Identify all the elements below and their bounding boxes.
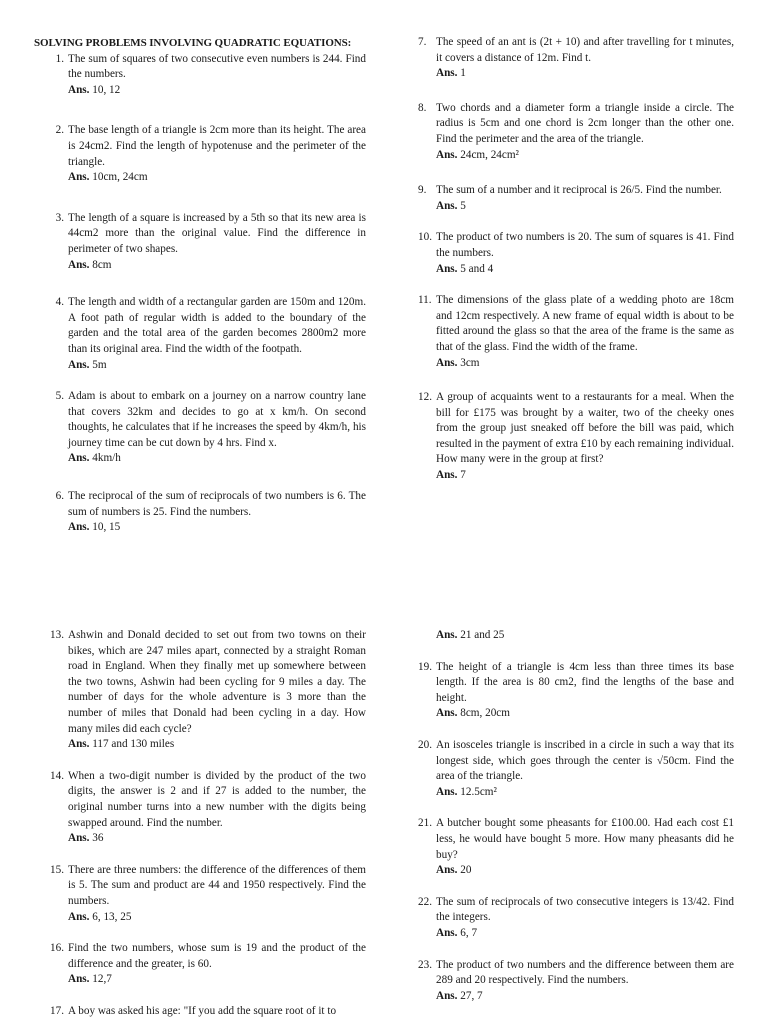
answer-line xyxy=(436,706,734,722)
problem-body xyxy=(436,738,734,800)
problem-number: 4. xyxy=(55,296,64,309)
problem-number: 5. xyxy=(55,390,64,403)
answer-label: Ans. xyxy=(436,356,458,369)
answer-label: Ans. xyxy=(436,469,458,482)
problem-text: A butcher bought some pheasants for £100.00. Had each cost £1 less, he would have bought 5 more. How many pheasants did he buy? xyxy=(436,817,734,861)
answer-label: Ans. xyxy=(68,910,90,923)
answer-label: Ans. xyxy=(436,67,458,80)
problem-item xyxy=(34,295,366,373)
column-bottom-right xyxy=(418,628,734,1004)
answer-label: Ans. xyxy=(436,864,458,877)
answer-value: 8cm, 20cm xyxy=(460,707,510,720)
answer-line xyxy=(436,356,734,372)
answer-value: 24cm, 24cm² xyxy=(460,148,519,161)
answer-value: 5m xyxy=(92,358,107,371)
problem-item xyxy=(34,211,366,273)
problem-text: A boy was asked his age: "If you add the square root of it to xyxy=(68,1004,337,1017)
problem-body xyxy=(68,628,366,753)
problem-item xyxy=(418,35,734,82)
problem-text: The sum of squares of two consecutive even numbers is 244. Find the numbers. xyxy=(68,52,366,81)
answer-label: Ans. xyxy=(68,258,90,271)
answer-value: 8cm xyxy=(92,258,112,271)
answer-line xyxy=(68,831,366,847)
problem-text: Find the two numbers, whose sum is 19 and the product of the difference and the greater, is 60. xyxy=(68,942,366,970)
answer-line xyxy=(436,199,734,215)
problem-item xyxy=(418,816,734,878)
problem-number: 22. xyxy=(418,895,432,908)
answer-value: 27, 7 xyxy=(460,989,483,1002)
problem-item xyxy=(418,183,734,214)
problem-number: 23. xyxy=(418,958,432,971)
problem-item xyxy=(50,863,366,925)
problem-number: 8. xyxy=(418,101,427,114)
problem-text: The dimensions of the glass plate of a wedding photo are 18cm and 12cm respectively. A new frame of equal width is about to be fitted around the glass so that the area of the frame is the same as that of the glass. Find the width of the frame. xyxy=(436,294,734,353)
problem-body xyxy=(68,211,366,273)
problem-number: 1. xyxy=(55,52,64,65)
answer-label: Ans. xyxy=(436,926,458,939)
problem-body xyxy=(68,123,366,185)
problem-body xyxy=(68,1004,366,1020)
problem-body xyxy=(436,816,734,878)
problem-item xyxy=(418,101,734,163)
answer-label: Ans. xyxy=(436,199,458,212)
problem-body xyxy=(436,958,734,1005)
problem-number: 20. xyxy=(418,738,432,751)
answer-value: 10, 12 xyxy=(92,83,121,96)
answer-label: Ans. xyxy=(68,452,90,465)
problem-number: 21. xyxy=(418,817,432,830)
answer-label: Ans. xyxy=(68,521,90,534)
problem-body xyxy=(436,895,734,942)
answer-label: Ans. xyxy=(68,832,90,845)
answer-label: Ans. xyxy=(436,262,458,275)
problem-item xyxy=(418,895,734,942)
problem-text: The length and width of a rectangular garden are 150m and 120m. A foot path of regular width is added to the boundary of the garden and the total area of the garden becomes 2800m2 more than its original area. Find the width of the footpath. xyxy=(68,296,366,355)
answer-value: 4km/h xyxy=(92,452,121,465)
problem-item xyxy=(418,293,734,371)
problem-item xyxy=(50,628,366,753)
problem-body xyxy=(68,769,366,847)
problem-body xyxy=(436,35,734,82)
problem-item xyxy=(50,1004,366,1020)
problem-body xyxy=(68,941,366,988)
problem-number: 14. xyxy=(50,769,64,782)
answer-line xyxy=(68,358,366,374)
problem-text: The base length of a triangle is 2cm more than its height. The area is 24cm2. Find the length of hypotenuse and the perimeter of the triangle. xyxy=(68,124,366,168)
answer-value: 117 and 130 miles xyxy=(92,738,175,751)
answer-line xyxy=(68,910,366,926)
problem-item xyxy=(418,390,734,484)
answer-value: 12,7 xyxy=(92,973,112,986)
answer-value: 1 xyxy=(460,67,466,80)
problem-text: An isosceles triangle is inscribed in a circle in such a way that its longest side, which goes through the center is √50cm. Find the area of the triangle. xyxy=(436,738,734,783)
problem-text: The sum of reciprocals of two consecutive integers is 13/42. Find the integers. xyxy=(436,895,734,924)
column-top-left xyxy=(34,36,366,536)
problem-text: When a two-digit number is divided by the product of the two digits, the answer is 2 and if 27 is added to the number, the original number turns into a new number with the digits being swapped around. Find the number. xyxy=(68,769,366,829)
problem-text: The length of a square is increased by a 5th so that its new area is 44cm2 more than the original value. Find the difference in perimeter of two shapes. xyxy=(68,211,366,255)
answer-line xyxy=(68,170,366,186)
answer-label: Ans. xyxy=(68,738,90,751)
answer-label: Ans. xyxy=(436,785,458,798)
problem-number: 16. xyxy=(50,942,64,955)
answer-line xyxy=(436,989,734,1005)
answer-line xyxy=(68,972,366,988)
problem-body xyxy=(436,628,734,644)
answer-value: 5 xyxy=(460,199,466,212)
answer-value: 10cm, 24cm xyxy=(92,171,148,184)
problem-item xyxy=(34,489,366,536)
problem-body xyxy=(68,52,366,99)
problem-item xyxy=(50,941,366,988)
problem-body xyxy=(436,230,734,277)
problem-item xyxy=(418,738,734,800)
answer-value: 6, 13, 25 xyxy=(92,910,132,923)
answer-value: 12.5cm² xyxy=(460,785,497,798)
problem-text: A group of acquaints went to a restaurants for a meal. When the bill for £175 was brought by a waiter, two of the cheeky ones from the group just sneaked off before the bill was paid, which resulted in the payment of extra £10 by each remaining individual. How many were in the group at first? xyxy=(436,391,734,466)
problem-body xyxy=(68,489,366,536)
answer-line xyxy=(436,863,734,879)
problem-text: The height of a triangle is 4cm less than three times its base length. If the area is 80 cm2, find the lengths of the base and height. xyxy=(436,660,734,704)
problem-body xyxy=(68,295,366,373)
answer-label: Ans. xyxy=(68,358,90,371)
problem-number: 15. xyxy=(50,863,64,876)
answer-label: Ans. xyxy=(436,707,458,720)
problem-text: Two chords and a diameter form a triangle inside a circle. The radius is 5cm and one chord is 2cm longer than the other one. Find the perimeter and the area of the triangle. xyxy=(436,101,734,145)
answer-value: 3cm xyxy=(460,356,480,369)
problem-number: 3. xyxy=(55,211,64,224)
answer-value: 5 and 4 xyxy=(460,262,494,275)
answer-label: Ans. xyxy=(436,989,458,1002)
problem-number: 6. xyxy=(55,490,64,503)
answer-label: Ans. xyxy=(68,171,90,184)
problem-item xyxy=(50,769,366,847)
problem-body xyxy=(68,389,366,467)
answer-line xyxy=(436,926,734,942)
problem-body xyxy=(68,863,366,925)
problem-number: 10. xyxy=(418,231,432,244)
answer-line xyxy=(436,262,734,278)
answer-label: Ans. xyxy=(436,629,458,641)
problem-number xyxy=(418,628,436,644)
problem-text: The product of two numbers is 20. The sum of squares is 41. Find the numbers. xyxy=(436,231,734,259)
answer-line xyxy=(68,520,366,536)
answer-value: 7 xyxy=(460,469,466,482)
column-bottom-left xyxy=(50,628,366,1019)
problem-body xyxy=(436,390,734,484)
answer-value: 20 xyxy=(460,864,472,877)
problem-body xyxy=(436,183,734,214)
problem-item xyxy=(418,230,734,277)
answer-line xyxy=(436,785,734,801)
problem-text: The sum of a number and it reciprocal is 26/5. Find the number. xyxy=(436,184,722,197)
problem-item xyxy=(418,628,734,644)
answer-line xyxy=(436,628,734,644)
column-top-right xyxy=(418,35,734,484)
answer-line xyxy=(68,737,366,753)
answer-line xyxy=(436,66,734,82)
problem-text: The speed of an ant is (2t + 10) and after travelling for t minutes, it covers a distance of 12m. Find t. xyxy=(436,36,734,64)
answer-line xyxy=(68,83,366,99)
problem-number: 9. xyxy=(418,184,427,197)
page-title: SOLVING PROBLEMS INVOLVING QUADRATIC EQUATIONS: xyxy=(34,37,352,49)
answer-line xyxy=(68,258,366,274)
problem-item xyxy=(34,52,366,99)
problem-text: Ashwin and Donald decided to set out from two towns on their bikes, which are 247 miles apart, connected by a straight Roman road in England. When they finally met up somewhere between the two towns, Ashwin had been cycling for 9 miles a day. The number of days for the whole adventure is 3 more than the number of miles that Donald had been cycling in a day. How many miles did each cycle? xyxy=(68,629,366,735)
problem-body xyxy=(436,101,734,163)
problem-body xyxy=(436,293,734,371)
problem-text: The product of two numbers and the difference between them are 289 and 20 respectively. Find the numbers. xyxy=(436,958,734,987)
problem-item xyxy=(418,660,734,722)
answer-line xyxy=(68,451,366,467)
answer-value: 10, 15 xyxy=(92,521,121,534)
problem-item xyxy=(418,958,734,1005)
problem-number: 11. xyxy=(418,294,432,307)
problem-number: 17. xyxy=(50,1004,64,1017)
problem-number: 2. xyxy=(55,124,64,137)
answer-value: 36 xyxy=(92,832,104,845)
problem-item xyxy=(34,389,366,467)
problem-number: 12. xyxy=(418,391,432,404)
problem-text: Adam is about to embark on a journey on a narrow country lane that covers 32km and decides to go at x km/h. On second thoughts, he calculates that if he increases the speed by 4km/h, his journey time can be cut down by 4 hrs. Find x. xyxy=(68,390,366,449)
problem-body xyxy=(436,660,734,722)
problem-number: 13. xyxy=(50,629,64,641)
answer-label: Ans. xyxy=(68,973,90,986)
answer-value: 6, 7 xyxy=(460,926,478,939)
problem-text: There are three numbers: the difference of the differences of them is 5. The sum and product are 44 and 1950 respectively. Find the numbers. xyxy=(68,863,366,907)
problem-item xyxy=(34,123,366,185)
answer-label: Ans. xyxy=(436,148,458,161)
answer-line xyxy=(436,468,734,484)
problem-text: The reciprocal of the sum of reciprocals of two numbers is 6. The sum of numbers is 25. Find the numbers. xyxy=(68,490,366,518)
problem-number: 7. xyxy=(418,36,427,48)
problem-number: 19. xyxy=(418,660,432,673)
answer-label: Ans. xyxy=(68,83,90,96)
answer-value: 21 and 25 xyxy=(460,629,505,641)
answer-line xyxy=(436,148,734,164)
